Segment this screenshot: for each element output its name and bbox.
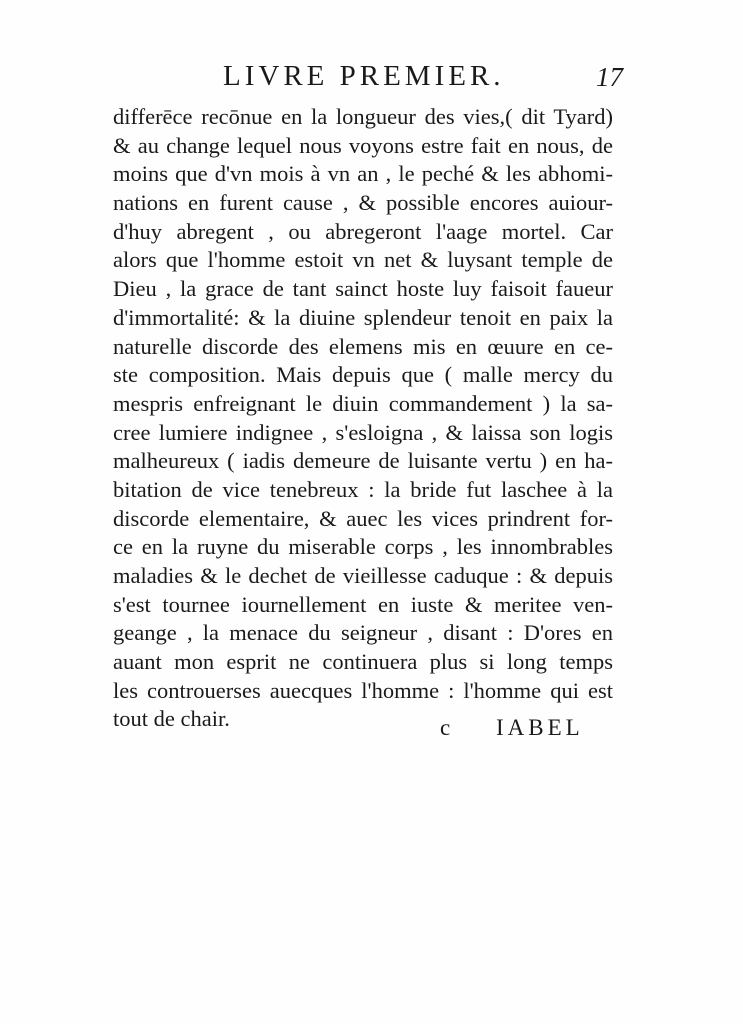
text-line: naturelle discorde des elemens mis en œuure en ce- [113,333,613,359]
text-line: auant mon esprit ne continuera plus si long temps [113,649,613,675]
text-line: mespris enfreignant le diuin commandement ) la sa- [113,390,613,416]
signature-mark: c [440,715,451,740]
page-footer [440,715,620,751]
text-line: ce en la ruyne du miserable corps , les innombrables [113,534,613,560]
text-line: & au change lequel nous voyons estre fait en nous, de [113,132,613,158]
page-number: 17 [596,62,623,92]
text-line: differēce recōnue en la longueur des vies,( dit Tyard) [113,104,613,129]
text-line: alors que l'homme estoit vn net & luysant temple de [113,247,613,273]
text-line: ste composition. Mais depuis que ( malle mercy du [113,362,613,388]
text-line: Dieu , la grace de tant sainct hoste luy faisoit faueur [113,276,613,302]
text-line: les controuerses auecques l'homme : l'homme qui est [113,677,613,703]
text-line: tout de chair. [113,706,230,732]
text-line: geange , la menace du seigneur , disant : D'ores en [113,620,613,646]
catchword: IABEL [496,715,584,740]
text-line: malheureux ( iadis demeure de luisante vertu ) en ha- [113,448,613,474]
running-head [223,60,623,100]
text-line: s'est tournee iournellement en iuste & meritee ven- [113,591,613,617]
text-line: d'huy abregent , ou abregeront l'aage mortel. Car [113,218,613,244]
text-line: cree lumiere indignee , s'esloigna , & laissa son logis [113,419,613,445]
text-line: moins que d'vn mois à vn an , le peché & les abhomi- [113,161,613,187]
running-title: LIVRE PREMIER. [223,60,505,92]
text-line: maladies & le dechet de vieillesse caduque : & depuis [113,563,613,588]
text-line: d'immortalité: & la diuine splendeur tenoit en paix la [113,304,613,330]
text-line: nations en furent cause , & possible encores auiour- [113,190,613,216]
text-line: discorde elementaire, & auec les vices prindrent for- [113,505,613,531]
text-line: bitation de vice tenebreux : la bride fut laschee à la [113,476,613,502]
body-text [113,103,613,734]
